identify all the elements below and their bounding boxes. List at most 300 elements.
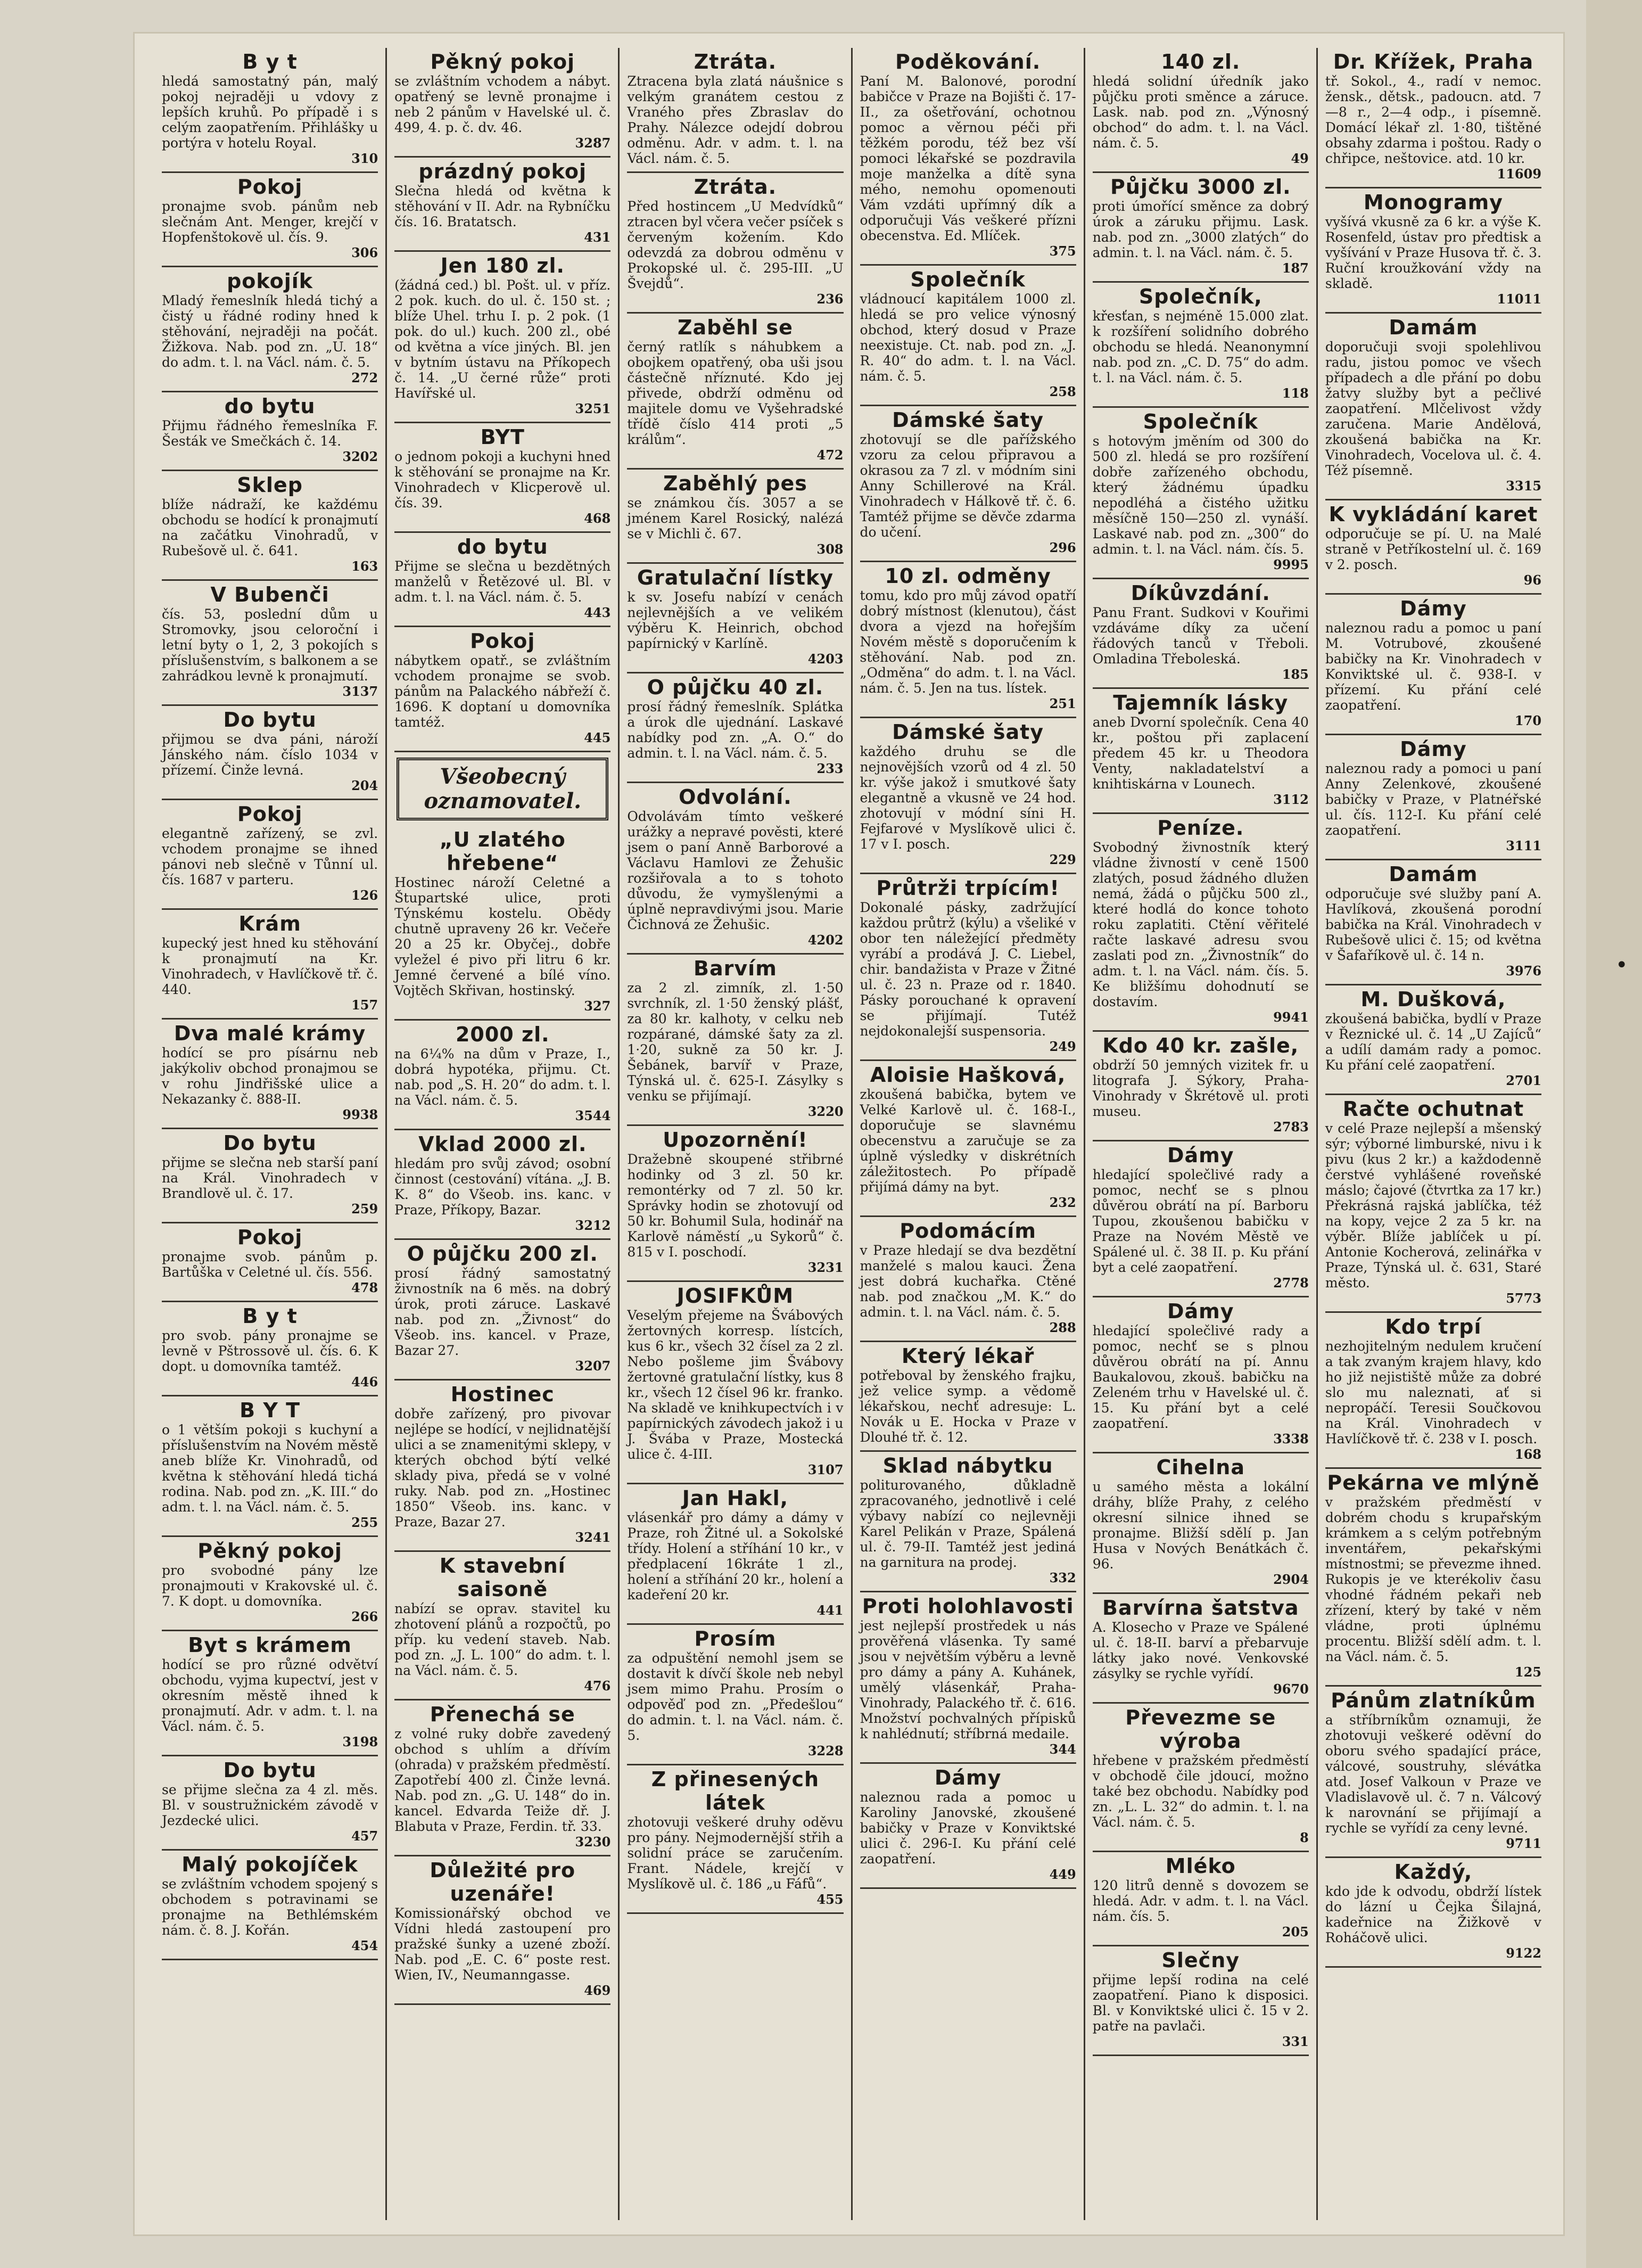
classified-ad bbox=[627, 783, 843, 955]
classified-ad bbox=[162, 706, 378, 800]
ad-reference-number: 2701 bbox=[1506, 1073, 1542, 1088]
ad-body: křesťan, s nejméně 15.000 zlat. k rozšíření solidního dobrého obchodu se hledá. Neanonymní nab. pod zn. „C. D. 75“ do adm. t. l. na Václ. nám. č. 5. bbox=[1092, 308, 1309, 385]
ad-title: Damám bbox=[1389, 316, 1478, 339]
ad-title: do bytu bbox=[457, 535, 548, 558]
ad-reference-number: 296 bbox=[1049, 540, 1076, 555]
ad-reference-number: 327 bbox=[584, 998, 611, 1014]
ad-body: odporučuje své služby paní A. Havlíková, zkoušená porodní babička na Král. Vinohradech v Rubešově ulici č. 15; od května v Šafaříkově ul. č. 14 n. bbox=[1325, 886, 1542, 963]
ad-body: Hostinec nároží Celetné a Štupartské ulice, proti Týnskému kostelu. Obědy chutně upraveny 26 kr. Večeře 20 a 25 kr. Obyčej., dobře vyležel é pivo při litru 6 kr. Jemné červené a bílé víno. Vojtěch Skřivan, hostinský. bbox=[394, 875, 611, 998]
ad-reference-number: 468 bbox=[584, 511, 611, 526]
ad-title: B y t bbox=[242, 50, 298, 73]
margin-dot: • bbox=[1615, 953, 1628, 977]
ad-body: o 1 větším pokoji s kuchyní a příslušenstvím na Novém městě aneb blíže Kr. Vinohradů, od května k stěhování hledá tichá rodina. Nab. pod zn. „K. III.“ do adm. t. l. na Václ. nám. č. 5. bbox=[162, 1422, 378, 1515]
ad-body: k sv. Josefu nabízí v cenách nejlevnějších a ve velikém výběru K. Heinrich, obchod papírnický v Karlíně. bbox=[627, 589, 844, 651]
ad-title: Hostinec bbox=[450, 1383, 555, 1406]
classified-ad bbox=[1093, 689, 1309, 814]
ad-title: Pekárna ve mlýně bbox=[1327, 1471, 1540, 1494]
ad-body: z volné ruky dobře zavedený obchod s uhlím a dřívím (ohrada) v pražském předměstí. Zapotřebí 400 zl. Činže levná. Nab. pod zn. „G. U. 148“ do in. kancel. Edvarda Teiže dř. J. Blabuta v Praze, Ferdin. tř. 33. bbox=[394, 1726, 611, 1834]
classified-ad bbox=[1325, 595, 1541, 735]
classified-ad bbox=[627, 314, 843, 470]
ad-reference-number: 288 bbox=[1049, 1320, 1076, 1335]
ad-title: Prosím bbox=[694, 1627, 777, 1650]
ad-reference-number: 3230 bbox=[575, 1834, 611, 1850]
ad-title: JOSIFKŮM bbox=[676, 1284, 794, 1308]
ad-title: Barvím bbox=[694, 957, 777, 980]
ad-title: B Y T bbox=[240, 1399, 301, 1422]
ad-body: zhotovují se dle pařížského vzoru za celou připravou a okrasou za 7 zl. v módním sini Anny Schillerové na Král. Vinohradech v Hálkově tř. č. 6. Tamtéž přijme se děvče zdarma do učení. bbox=[860, 432, 1076, 540]
ad-body: s hotovým jměním od 300 do 500 zl. hledá se pro rozšíření dobře zařízeného obchodu, který žádnému úpadku nepodléhá a čistého užitku měsíčně 150—250 zl. vynáší. Laskavé nab. pod zn. „300“ do admin. t. l. na Václ. nám. čís. 5. bbox=[1092, 433, 1309, 557]
ad-reference-number: 454 bbox=[351, 1938, 378, 1953]
classified-ad bbox=[860, 406, 1076, 562]
ad-title: do bytu bbox=[224, 395, 316, 418]
ad-body: o jednom pokoji a kuchyni hned k stěhování se pronajme na Kr. Vinohradech v Klicperově ul. čís. 39. bbox=[394, 449, 611, 511]
ad-reference-number: 3137 bbox=[342, 684, 378, 699]
ad-body: u samého města a lokální dráhy, blíže Prahy, z celého okresní silnice ihned se pronajme. Bližší sdělí p. Jan Husa v Nových Benátkách č. 96. bbox=[1092, 1479, 1309, 1572]
ad-body: zhotovuji veškeré druhy oděvu pro pány. Nejmodernější střih a solidní práce se zaručením. Frant. Nádele, krejčí v Myslíkově ul. č. 186 „u Fáfů“. bbox=[627, 1814, 844, 1892]
ad-reference-number: 3228 bbox=[807, 1743, 844, 1758]
classified-ad bbox=[1093, 1453, 1309, 1594]
ad-body: v Praze hledají se dva bezdětní manželé s malou kauci. Žena jest dobrá kuchařka. Ctěné nab. pod značkou „M. K.“ do admin. t. l. na Václ. nám. č. 5. bbox=[860, 1243, 1076, 1320]
ad-body: aneb Dvorní společník. Cena 40 kr., poštou při zaplacení předem 45 kr. u Theodora Venty, nakladatelství a knihtiskárna v Lounech. bbox=[1092, 714, 1309, 792]
ad-title: Proti holohlavosti bbox=[862, 1595, 1074, 1618]
ad-title: Přenechá se bbox=[430, 1703, 575, 1726]
ad-body: potřeboval by ženského frajku, jež velice symp. a vědomě lékařskou, nechť adresuje: L. Novák u E. Hocka v Praze v Dlouhé tř. č. 12. bbox=[860, 1368, 1076, 1445]
ad-title: Vklad 2000 zl. bbox=[418, 1132, 587, 1156]
classified-ad bbox=[1093, 48, 1309, 173]
classified-ad bbox=[394, 1240, 610, 1380]
ad-title: Díkůvzdání. bbox=[1131, 581, 1270, 605]
classified-ad bbox=[627, 1282, 843, 1484]
classified-ad bbox=[394, 1380, 610, 1552]
ad-body: Svobodný živnostník který vládne živností v ceně 1500 zlatých, posud žádného dlužen nemá, žádá o půjčku 500 zl., které hodlá do konce tohoto roku zaplatiti. Ctění věřitelé račte laskavé adresu svou zaslati pod zn. „Živnostník“ do adm. t. l. na Václ. nám. čís. 5. Ke bližšímu dohodnutí se dostavím. bbox=[1092, 840, 1309, 1009]
ad-body: hledám pro svůj závod; osobní činnost (cestování) vítána. „J. B. K. 8“ do Všeob. ins. kanc. v Praze, Příkopy, Bazar. bbox=[394, 1156, 611, 1218]
classified-ad bbox=[1093, 1141, 1309, 1297]
ad-reference-number: 2778 bbox=[1273, 1275, 1309, 1291]
classified-ad bbox=[1325, 1095, 1541, 1313]
ad-title: Račte ochutnat bbox=[1342, 1097, 1524, 1121]
ad-body: čís. 53, poslední dům u Stromovky, jsou celoroční i letní byty o 1, 2, 3 pokojích s příslušenstvím, s balkonem a se zahrádkou levně k pronajmutí. bbox=[162, 606, 378, 684]
ad-reference-number: 9670 bbox=[1273, 1681, 1309, 1697]
classified-ad bbox=[394, 1021, 610, 1130]
ad-reference-number: 449 bbox=[1049, 1867, 1076, 1882]
classified-ad bbox=[1325, 860, 1541, 985]
classified-ad bbox=[162, 1756, 378, 1851]
ad-body: hledající společlivé rady a pomoc, nechť se s plnou důvěrou obrátí na pí. Barboru Tupou, zkoušenou babičku v Praze na Novém Městě ve Spálené ul. č. 38 II. p. Ku přání byt a celé zaopatření. bbox=[1092, 1167, 1309, 1275]
ad-reference-number: 3241 bbox=[575, 1530, 611, 1545]
ad-body: za odpuštění nemohl jsem se dostavit k dívčí škole neb nebyl jsem mimo Prahu. Prosím o odpověď pod zn. „Předešlou“ do admin. t. l. na Václ. nám. č. 5. bbox=[627, 1650, 844, 1743]
ad-reference-number: 187 bbox=[1282, 260, 1309, 276]
ad-body: prosí řádný řemeslník. Splátka a úrok dle ujednání. Laskavé nabídky pod zn. „A. O.“ do admin. t. l. na Václ. nám. č. 5. bbox=[627, 699, 844, 761]
ad-title: Upozornění! bbox=[663, 1128, 808, 1152]
ad-reference-number: 3111 bbox=[1506, 838, 1542, 853]
classified-ad bbox=[394, 48, 610, 158]
ad-reference-number: 331 bbox=[1282, 2034, 1309, 2049]
ad-title: Sklep bbox=[237, 473, 303, 497]
ad-reference-number: 185 bbox=[1282, 667, 1309, 682]
classified-ad bbox=[860, 562, 1076, 718]
ad-reference-number: 126 bbox=[351, 888, 378, 903]
ad-reference-number: 170 bbox=[1514, 713, 1542, 728]
column-4 bbox=[853, 48, 1085, 2220]
ad-reference-number: 3107 bbox=[807, 1462, 844, 1477]
ad-body: kupecký jest hned ku stěhování k pronajmutí na Kr. Vinohradech, v Havlíčkově tř. č. 440. bbox=[162, 935, 378, 997]
ad-body: pronajme svob. pánům neb slečnám Ant. Menger, krejčí v Hopfenštokově ul. čís. 9. bbox=[162, 199, 378, 245]
classified-ad bbox=[162, 267, 378, 392]
ad-title: Který lékař bbox=[901, 1344, 1035, 1368]
ad-title: Gratulační lístky bbox=[637, 566, 834, 589]
classified-ad bbox=[162, 1396, 378, 1537]
column-3 bbox=[620, 48, 852, 2220]
ad-title: O půjčku 40 zl. bbox=[647, 676, 824, 699]
ad-body: hodící se pro písárnu neb jakýkoliv obchod pronajmou se v rohu Jindřišské ulice a Nekazanky č. 888-II. bbox=[162, 1045, 378, 1107]
ad-body: zkoušená babička, bydlí v Praze v Řeznické ul. č. 14 „U Zajíců“ a udílí damám rady a pomoc. Ku přání celé zaopatření. bbox=[1325, 1011, 1542, 1073]
ad-reference-number: 163 bbox=[351, 558, 378, 574]
classified-ad bbox=[1325, 188, 1541, 314]
ad-title: K stavební saisoně bbox=[439, 1554, 566, 1601]
ad-title: Ztráta. bbox=[694, 175, 777, 199]
classified-ad bbox=[1325, 314, 1541, 500]
ad-body: za 2 zl. zimník, zl. 1·50 svrchník, zl. 1·50 ženský plášť, za 80 kr. kalhoty, v celku neb rozpárané, dámské šaty za zl. 1·20, sukně za 50 kr. J. Šebánek, barvíř v Praze, Týnská ul. č. 625-I. Zásylky s venku se přijímají. bbox=[627, 980, 844, 1104]
ad-title: 2000 zl. bbox=[455, 1023, 550, 1046]
ad-reference-number: 9941 bbox=[1273, 1009, 1309, 1025]
classified-ad bbox=[1325, 1313, 1541, 1469]
classified-ad bbox=[394, 1552, 610, 1700]
ad-title: B y t bbox=[242, 1304, 298, 1328]
ad-reference-number: 469 bbox=[584, 1983, 611, 1998]
ad-title: Důležité pro uzenáře! bbox=[430, 1859, 576, 1905]
ad-body: hledající společlivé rady a pomoc, nechť se s plnou důvěrou obrátí na pí. Annu Baukalovou, zkouš. babičku na Zeleném trhu v Havelské ul. č. 15. Ku přání byt a celé zaopatření. bbox=[1092, 1323, 1309, 1431]
classified-ad bbox=[627, 1625, 843, 1765]
ad-body: tomu, kdo pro můj závod opatří dobrý místnost (klenutou), část dvora a vjezd na hořejším Novém městě s doporučením k stěhování. Nab. pod zn. „Odměna“ do adm. t. l. na Václ. nám. č. 5. Jen na tus. lístek. bbox=[860, 588, 1076, 696]
classified-ad bbox=[627, 1484, 843, 1625]
ad-reference-number: 96 bbox=[1523, 572, 1542, 588]
ad-reference-number: 229 bbox=[1049, 852, 1076, 867]
ad-title: Pokoj bbox=[470, 629, 535, 653]
classified-ad bbox=[162, 910, 378, 1020]
ad-reference-number: 443 bbox=[584, 605, 611, 620]
classified-ad bbox=[1093, 408, 1309, 579]
classified-ad bbox=[162, 1851, 378, 1960]
ad-title: BYT bbox=[480, 425, 525, 449]
ad-title: Jan Hakl, bbox=[682, 1486, 789, 1510]
ad-reference-number: 168 bbox=[1514, 1447, 1542, 1462]
ad-title: Dámy bbox=[1167, 1144, 1234, 1167]
classified-ad bbox=[627, 564, 843, 673]
classified-ad bbox=[1325, 500, 1541, 595]
ad-title: Damám bbox=[1389, 862, 1478, 886]
ad-reference-number: 3315 bbox=[1506, 478, 1542, 494]
ad-body: Přijme se slečna u bezdětných manželů v Řetězové ul. Bl. v adm. t. l. na Václ. nám. č. 5. bbox=[394, 558, 611, 605]
ad-body: každého druhu se dle nejnovějších vzorů od 4 zl. 50 kr. výše jakož i smutkové šaty elegantně a vkusně ve 24 hod. zhotovují v módní síni H. Fejfarové v Myslíkově ulici č. 17 v I. posch. bbox=[860, 744, 1076, 852]
ad-reference-number: 233 bbox=[816, 761, 844, 776]
ad-body: naleznou rady a pomoci u paní Anny Zelenkové, zkoušené babičky v Praze, v Platnéřské ul. čís. 112-I. Ku přání celé zaopatření. bbox=[1325, 761, 1542, 838]
ad-body: dobře zařízený, pro pivovar nejlépe se hodící, v nejlidnatější ulici a se znamenitými sklepy, v kterých obchod býtí velké sklady piva, předá se v volné ruky. Nab. pod zn. „Hostinec 1850“ Všeob. ins. kanc. v Praze, Bazar 27. bbox=[394, 1406, 611, 1530]
ad-title: Odvolání. bbox=[679, 785, 792, 809]
ad-body: vládnoucí kapitálem 1000 zl. hledá se pro velice výnosný obchod, který dosud v Praze neexistuje. Ct. nab. pod zn. „J. R. 40“ do adm. t. l. na Václ. nám. č. 5. bbox=[860, 291, 1076, 384]
ad-body: kdo jde k odvodu, obdrží lístek do lázní u Čejka Šilajná, kadeřnice na Žižkově v Roháčově ulici. bbox=[1325, 1884, 1542, 1945]
ad-body: Přijmu řádného řemeslníka F. Šesták ve Smečkách č. 14. bbox=[162, 418, 378, 449]
ad-reference-number: 446 bbox=[351, 1374, 378, 1390]
classified-ad bbox=[162, 1129, 378, 1223]
classified-ad bbox=[1325, 1687, 1541, 1858]
ad-reference-number: 9938 bbox=[342, 1107, 378, 1122]
ad-body: nezhojitelným nedulem kručení a tak zvaným krajem hlavy, kdo ho již nejistiště může za dobré slo mu naleznati, ať si nepropáčí. Teresii Součkovou na Král. Vinohradech v Havlíčkově tř. č. 238 v I. posch. bbox=[1325, 1338, 1542, 1447]
ad-body: se známkou čís. 3057 a se jménem Karel Rosický, nalézá se v Michli č. 67. bbox=[627, 495, 844, 541]
ad-title: Dámy bbox=[1167, 1300, 1234, 1323]
ad-reference-number: 251 bbox=[1049, 696, 1076, 711]
ad-body: se zvláštním vchodem spojený s obchodem s potravinami se pronajme na Bethlémském nám. č. 8. J. Kořán. bbox=[162, 1876, 378, 1938]
ad-title: Pánům zlatníkům bbox=[1331, 1689, 1536, 1712]
ad-title: Tajemník lásky bbox=[1113, 691, 1289, 714]
ad-title: O půjčku 200 zl. bbox=[407, 1242, 598, 1266]
ad-body: pro svobodné pány lze pronajmouti v Krakovské ul. č. 7. K dopt. u domovníka. bbox=[162, 1563, 378, 1609]
classified-ad bbox=[394, 423, 610, 533]
ad-title: Zaběhl se bbox=[677, 316, 793, 339]
ad-body: nabízí se oprav. stavitel ku zhotovení plánů a rozpočtů, po příp. ku vedení staveb. Nab. pod zn. „J. L. 100“ do adm. t. l. na Václ. nám. č. 5. bbox=[394, 1601, 611, 1678]
classified-ad bbox=[394, 1700, 610, 1856]
ad-body: vyšívá vkusně za 6 kr. a výše K. Rosenfeld, ústav pro předtisk a vyšívání v Praze Husova tř. č. 3. Ruční kroužkování vždy na skladě. bbox=[1325, 214, 1542, 291]
classified-ad bbox=[162, 1631, 378, 1756]
classified-ad bbox=[627, 1126, 843, 1282]
ad-body: politurovaného, důkladně zpracovaného, jednotlivě i celé výbavy nabízí co nejlevněji Karel Pelikán v Praze, Spálená ul. č. 79-II. Tamtéž jest jediná na garnitura na prodej. bbox=[860, 1477, 1076, 1570]
column-1 bbox=[154, 48, 387, 2220]
ad-reference-number: 49 bbox=[1291, 151, 1309, 166]
ad-title: 10 zl. odměny bbox=[885, 564, 1051, 588]
classified-ad bbox=[627, 1765, 843, 1914]
ad-title: Zaběhlý pes bbox=[663, 472, 807, 495]
ad-reference-number: 441 bbox=[816, 1603, 844, 1618]
ad-body: a stříbrníkům oznamuji, že zhotovuji veškeré oděvní do oboru svého spadající práce, válcové, soustruhy, slévátka atd. Josef Valkoun v Praze ve Vladislavově ul. č. 7 n. Válcový k narovnání se přijímají a rychle se vyřídí za ceny levné. bbox=[1325, 1712, 1542, 1836]
classified-ad bbox=[860, 718, 1076, 874]
ad-body: 120 litrů denně s dovozem se hledá. Adr. v adm. t. l. na Václ. nám. čís. 5. bbox=[1092, 1878, 1309, 1924]
classified-ad bbox=[394, 1856, 610, 2005]
classified-ad bbox=[860, 874, 1076, 1061]
ad-reference-number: 344 bbox=[1049, 1741, 1076, 1757]
ad-body: se přijme slečna za 4 zl. měs. Bl. v soustružnickém závodě v Jezdecké ulici. bbox=[162, 1782, 378, 1828]
ad-reference-number: 431 bbox=[584, 229, 611, 245]
ad-body: tř. Sokol., 4., radí v nemoc. žensk., dětsk., padoucn. atd. 7—8 r., 2—4 odp., i písemně. Domácí lékař zl. 1·80, tištěné obsahy zdarma i poštou. Rady o chřipce, neštovice. atd. 10 kr. bbox=[1325, 73, 1542, 166]
classified-ad bbox=[1093, 173, 1309, 283]
classified-ad bbox=[627, 173, 843, 314]
ad-title: Ztráta. bbox=[694, 50, 777, 73]
classified-ad bbox=[1325, 735, 1541, 860]
ad-title: prázdný pokoj bbox=[418, 160, 587, 183]
classified-ad bbox=[1325, 985, 1541, 1095]
ad-title: 140 zl. bbox=[1161, 50, 1241, 73]
ad-title: Dámy bbox=[934, 1766, 1002, 1789]
ad-title: Dva malé krámy bbox=[174, 1022, 366, 1045]
ad-title: Společník bbox=[1143, 410, 1258, 433]
classified-ad bbox=[162, 800, 378, 910]
ad-reference-number: 258 bbox=[1049, 384, 1076, 399]
classified-ad bbox=[1093, 814, 1309, 1032]
ad-reference-number: 118 bbox=[1282, 385, 1309, 401]
ad-reference-number: 3976 bbox=[1506, 963, 1542, 979]
ad-body: prosí řádný samostatný živnostník na 6 měs. na dobrý úrok, proti záruce. Laskavé nab. pod zn. „Živnost“ do Všeob. ins. kancel. v Praze, Bazar 27. bbox=[394, 1266, 611, 1358]
ad-body: (žádná ced.) bl. Pošt. ul. v příz. 2 pok. kuch. do ul. č. 150 st. ; blíže Uhel. trhu I. p. 2 pok. (1 pok. do ul.) kuch. 200 zl., obé od května a více jiných. Bl. jen v bytním ústavu na Příkopech č. 14. „U černé růže“ proti Havířské ul. bbox=[394, 277, 611, 401]
ad-body: blíže nádraží, ke každému obchodu se hodící k pronajmutí na začátku Vinohradů, v Rubešově ul. č. 641. bbox=[162, 497, 378, 558]
ad-title: pokojík bbox=[227, 269, 313, 293]
page-edge bbox=[1586, 0, 1642, 2268]
ad-reference-number: 3544 bbox=[575, 1108, 611, 1123]
ad-body: zkoušená babička, bytem ve Velké Karlově ul. č. 168-I., doporučuje se slavnému obecenstvu a zaručuje se za úplně výsledky v diskrétních záležitostech. Po případě přijímá dámy na byt. bbox=[860, 1087, 1076, 1195]
classified-ad bbox=[162, 471, 378, 581]
classified-ad bbox=[162, 581, 378, 706]
classified-ad bbox=[1093, 579, 1309, 689]
ad-body: Paní M. Balonové, porodní babičce v Praze na Bojišti č. 17-II., za ošetřování, ochotnou pomoc a věrnou péči při těžkém porodu, též bez vší pomoci lékařské se pozdravila moje manželka a dítě syna mého, nemohu opomenouti Vám vzdáti upřímný dík a odporučuji Vás veškeré přízni obecenstva. Ed. Mlíček. bbox=[860, 73, 1076, 243]
classified-ad bbox=[1093, 1297, 1309, 1453]
ad-title: Dr. Křížek, Praha bbox=[1333, 50, 1534, 73]
ad-reference-number: 332 bbox=[1049, 1570, 1076, 1585]
ad-reference-number: 9711 bbox=[1506, 1836, 1542, 1851]
ad-title: Pěkný pokoj bbox=[197, 1539, 342, 1563]
ad-title: Dámské šaty bbox=[892, 408, 1044, 432]
ad-title: M. Dušková, bbox=[1360, 988, 1506, 1011]
ad-body: hledá samostatný pán, malý pokoj nejraději u vdovy z lepších kruhů. Po případě i s celým zaopatřením. Přihlášky u portýra v hotelu Royal. bbox=[162, 73, 378, 151]
ad-body: hodící se pro různé odvětví obchodu, vyjma kupectví, jest v okresním městě ihned k pronajmutí. Adr. v adm. t. l. na Václ. nám. č. 5. bbox=[162, 1657, 378, 1734]
ad-title: Peníze. bbox=[1157, 816, 1244, 840]
ad-reference-number: 272 bbox=[351, 370, 378, 385]
ad-reference-number: 3198 bbox=[342, 1734, 378, 1749]
ad-body: naleznou rada a pomoc u Karoliny Janovské, zkoušené babičky v Praze v Konviktské ulici č. 296-I. Ku přání celé zaopatření. bbox=[860, 1789, 1076, 1867]
ad-body: hledá solidní úředník jako půjčku proti směnce a záruce. Lask. nab. pod zn. „Výnosný obchod“ do adm. t. l. na Václ. nám. č. 5. bbox=[1092, 73, 1309, 151]
ad-reference-number: 4202 bbox=[807, 932, 844, 948]
ad-body: nábytkem opatř., se zvláštním vchodem pronajme se svob. pánům na Palackého nábřeží č. 1696. K doptaní u domovníka tamtéž. bbox=[394, 653, 611, 730]
ad-body: v pražském předměstí v dobrém chodu s krupařským krámkem a s celým potřebným inventářem, pekařskými místnostmi; se převezme ihned. Rukopis je ve kterékoliv času vhodné řádném pekaři neb zřízení, který by také v něm vládne, proti úplnému procentu. Bližší sdělí adm. t. l. na Václ. nám. č. 5. bbox=[1325, 1494, 1542, 1664]
classified-ad bbox=[860, 1592, 1076, 1764]
ad-body: Dražebně skoupené střibrné hodinky od 3 zl. 50 kr. remontérky od 7 zl. 50 kr. Správky hodin se zhotovují od 50 kr. Bohumil Sula, hodinář na Karlově náměstí „u Sykorů“ č. 815 v I. poschodí. bbox=[627, 1152, 844, 1260]
ad-body: hřebene v pražském předměstí v obchodě čile jdoucí, možno také bez obchodu. Nabídky pod zn. „L. L. 32“ do admin. t. l. na Václ. nám. č. 5. bbox=[1092, 1753, 1309, 1830]
ad-columns bbox=[154, 48, 1549, 2220]
classified-ad bbox=[1093, 1946, 1309, 2056]
ad-reference-number: 455 bbox=[816, 1892, 844, 1907]
ad-title: K vykládání karet bbox=[1329, 503, 1538, 526]
section-heading-box: Všeobecný oznamovatel. bbox=[397, 758, 608, 820]
ad-body: Mladý řemeslník hledá tichý a čistý u řádné rodiny hned k stěhování, nejraději na počát. Žižkova. Nab. pod zn. „U. 18“ do adm. t. l. na Václ. nám. č. 5. bbox=[162, 293, 378, 370]
ad-reference-number: 232 bbox=[1049, 1195, 1076, 1210]
ad-title: Průtrži trpícím! bbox=[876, 876, 1060, 900]
classified-ad bbox=[1093, 1032, 1309, 1141]
ad-reference-number: 3202 bbox=[342, 449, 378, 464]
ad-reference-number: 9995 bbox=[1273, 557, 1309, 572]
classified-ad bbox=[394, 533, 610, 627]
ad-title: Sklad nábytku bbox=[882, 1454, 1053, 1477]
classified-ad bbox=[394, 826, 610, 1021]
classified-ad bbox=[627, 48, 843, 173]
classified-ad bbox=[860, 1452, 1076, 1592]
classified-ad bbox=[1325, 48, 1541, 188]
ad-reference-number: 249 bbox=[1049, 1039, 1076, 1054]
ad-reference-number: 3251 bbox=[575, 401, 611, 416]
ad-body: pronajme svob. pánům p. Bartůška v Celetné ul. čís. 556. bbox=[162, 1249, 378, 1280]
ad-reference-number: 3220 bbox=[807, 1104, 844, 1119]
ad-title: Poděkování. bbox=[895, 50, 1041, 73]
ad-title: Do bytu bbox=[223, 708, 317, 732]
ad-reference-number: 255 bbox=[351, 1515, 378, 1530]
ad-reference-number: 457 bbox=[351, 1828, 378, 1844]
ad-title: Dámy bbox=[1400, 737, 1467, 761]
ad-reference-number: 8 bbox=[1300, 1830, 1309, 1845]
ad-reference-number: 11011 bbox=[1497, 291, 1542, 307]
classified-ad bbox=[394, 627, 610, 752]
ad-reference-number: 472 bbox=[816, 447, 844, 463]
ad-title: Z přinesených látek bbox=[651, 1768, 820, 1814]
ad-reference-number: 205 bbox=[1282, 1924, 1309, 1940]
classified-ad bbox=[860, 1061, 1076, 1217]
ad-reference-number: 476 bbox=[584, 1678, 611, 1694]
ad-reference-number: 308 bbox=[816, 541, 844, 557]
classified-ad bbox=[162, 1537, 378, 1631]
ad-title: Aloisie Hašková, bbox=[870, 1063, 1066, 1087]
ad-title: Kdo 40 kr. zašle, bbox=[1102, 1034, 1299, 1057]
ad-body: jest nejlepší prostředek u nás prověřená vlásenka. Ty samé jsou v největším výběru a levně pro dámy a pány A. Kuhánek, umělý vlásenkář, Praha-Vinohrady, Palackého tř. č. 616. Množství pochvalných přípisků k nahlédnutí; stříbrná medaile. bbox=[860, 1618, 1076, 1741]
ad-title: Do bytu bbox=[223, 1131, 317, 1155]
classified-ad bbox=[394, 158, 610, 252]
ad-body: A. Klosecho v Praze ve Spálené ul. č. 18-II. barví a přebarvuje látky jako nové. Venkovské zásylky se rychle vyřídí. bbox=[1092, 1620, 1309, 1681]
ad-body: naleznou radu a pomoc u paní M. Votrubové, zkoušené babičky na Kr. Vinohradech v Konviktské ul. č. 938-I. v přízemí. Ku přání celé zaopatření. bbox=[1325, 620, 1542, 713]
ad-reference-number: 3112 bbox=[1273, 792, 1309, 807]
ad-title: Pěkný pokoj bbox=[430, 50, 575, 73]
ad-body: přijme se slečna neb starší paní na Král. Vinohradech v Brandlově ul. č. 17. bbox=[162, 1155, 378, 1201]
ad-body: Panu Frant. Sudkovi v Kouřimi vzdáváme díky za učení řádových tanců v Třeboli. Omladina Třeboleská. bbox=[1092, 605, 1309, 667]
ad-title: Barvírna šatstva bbox=[1102, 1596, 1299, 1620]
ad-body: obdrží 50 jemných vizitek fr. u litografa J. Sýkory, Praha-Vinohrady v Škrétově ul. proti museu. bbox=[1092, 1057, 1309, 1119]
ad-body: Slečna hledá od května k stěhování v II. Adr. na Rybníčku čís. 16. Bratatsch. bbox=[394, 183, 611, 229]
ad-reference-number: 2783 bbox=[1273, 1119, 1309, 1135]
ad-body: Veselým přejeme na Švábových žertovných korresp. lístcích, kus 6 kr., všech 32 čísel za 2 zl. Nebo pošleme jim Švábovy žertovné gratulační lístky, kus 8 kr., všech 12 čísel 96 kr. franko. Na skladě ve knihkupectvích i v papírnických závodech jakož i u J. Švába v Praze, Mostecká ulice č. 4-III. bbox=[627, 1308, 844, 1462]
ad-reference-number: 478 bbox=[351, 1280, 378, 1295]
ad-title: Podomácím bbox=[900, 1219, 1036, 1243]
classified-ad bbox=[162, 392, 378, 471]
ad-body: Odvolávám tímto veškeré urážky a nepravé pověsti, které jsem o paní Anně Barborové a Václavu Hamlovi ze Žehušic rozšiřovala a to s tohoto důvodu, že vymyšlenými a úplně nepravdivými jsou. Marie Čichnová ze Žehušic. bbox=[627, 809, 844, 932]
ad-reference-number: 3212 bbox=[575, 1218, 611, 1233]
ad-reference-number: 9122 bbox=[1506, 1945, 1542, 1961]
classified-ad bbox=[627, 470, 843, 564]
ad-body: elegantně zařízený, se zvl. vchodem pronajme se ihned pánovi neb slečně v Tůnní ul. čís. 1687 v parteru. bbox=[162, 826, 378, 888]
ad-title: Malý pokojíček bbox=[181, 1853, 358, 1876]
ad-title: Půjčku 3000 zl. bbox=[1110, 175, 1291, 199]
ad-title: Krám bbox=[238, 912, 301, 935]
ad-reference-number: 259 bbox=[351, 1201, 378, 1217]
ad-body: doporučuji svoji spolehlivou radu, jistou pomoc ve všech případech a dle přání po dobu žatvy služby byt a pečlivé zaopatření. Mlčelivost vždy zaručena. Marie Andělová, zkoušená babička na Kr. Vinohradech, Vocelova ul. č. 4. Též písemně. bbox=[1325, 339, 1542, 478]
ad-body: Ztracena byla zlatá náušnice s velkým granátem cestou z Vraného přes Zbraslav do Prahy. Nálezce odejdí dobrou odměnu. Adr. v adm. t. l. na Václ. nám. č. 5. bbox=[627, 73, 844, 166]
ad-reference-number: 3338 bbox=[1273, 1431, 1309, 1447]
classified-ad bbox=[1093, 1594, 1309, 1704]
classified-ad bbox=[162, 1020, 378, 1129]
ad-body: se zvláštním vchodem a nábyt. opatřený se levně pronajme i neb 2 pánům v Havelské ul. č. 499, 4. p. č. dv. 46. bbox=[394, 73, 611, 135]
ad-body: pro svob. pány pronajme se levně v Pštrossově ul. čís. 6. K dopt. u domovníka tamtéž. bbox=[162, 1328, 378, 1374]
ad-title: Do bytu bbox=[223, 1758, 317, 1782]
ad-body: v celé Praze nejlepší a mšenský sýr; výborné limburské, nivu i k pivu (kus 2 kr.) a každodenně čerstvé vyhlášené roveňské máslo; čajové (čtvrtka za 17 kr.) Překrásná rajská jablíčka, též na kopy, vejce 2 za 5 kr. na výběr. Blíže jablíček u pí. Antonie Kocherová, zelinářka v Praze, Týnská ul. č. 631, Staré město. bbox=[1325, 1121, 1542, 1291]
ad-reference-number: 310 bbox=[351, 151, 378, 166]
ad-body: Před hostincem „U Medvídků“ ztracen byl včera večer psíček s červeným kožením. Kdo odevzdá za dobrou odměnu v Prokopské ul. č. 295-III. „U Švejdů“. bbox=[627, 199, 844, 291]
ad-title: Kdo trpí bbox=[1385, 1315, 1482, 1338]
ad-title: V Bubenči bbox=[210, 583, 329, 606]
ad-body: Komissionářský obchod ve Vídni hledá zastoupení pro pražské šunky a uzené zboží. Nab. pod „E. C. 6“ poste rest. Wien, IV., Neumanngasse. bbox=[394, 1905, 611, 1983]
ad-body: černý ratlík s náhubkem a obojkem opatřený, oba uši jsou částečně nříznuté. Kdo jej přivede, obdrží odměnu od majitele domu ve Vyšehradské třídě číslo 414 proti „5 králům“. bbox=[627, 339, 844, 447]
ad-body: Dokonalé pásky, zadržující každou průtrž (kýlu) a všeliké v obor ten náležející předměty vyrábí a prodává J. C. Liebel, chir. bandažista v Praze v Žitné ul. č. 23 n. Praze od r. 1840. Pásky porouchané k opravení se přijímají. Tutéž nejdokonalejší suspensoria. bbox=[860, 900, 1076, 1039]
classified-ad bbox=[162, 1302, 378, 1396]
classified-ad bbox=[860, 266, 1076, 406]
classified-ad bbox=[860, 48, 1076, 266]
ad-reference-number: 11609 bbox=[1497, 166, 1542, 182]
classified-ad bbox=[162, 48, 378, 173]
column-6 bbox=[1318, 48, 1549, 2220]
ad-reference-number: 2904 bbox=[1273, 1572, 1309, 1587]
ad-reference-number: 204 bbox=[351, 778, 378, 793]
ad-title: Pokoj bbox=[237, 175, 303, 199]
ad-reference-number: 445 bbox=[584, 730, 611, 745]
